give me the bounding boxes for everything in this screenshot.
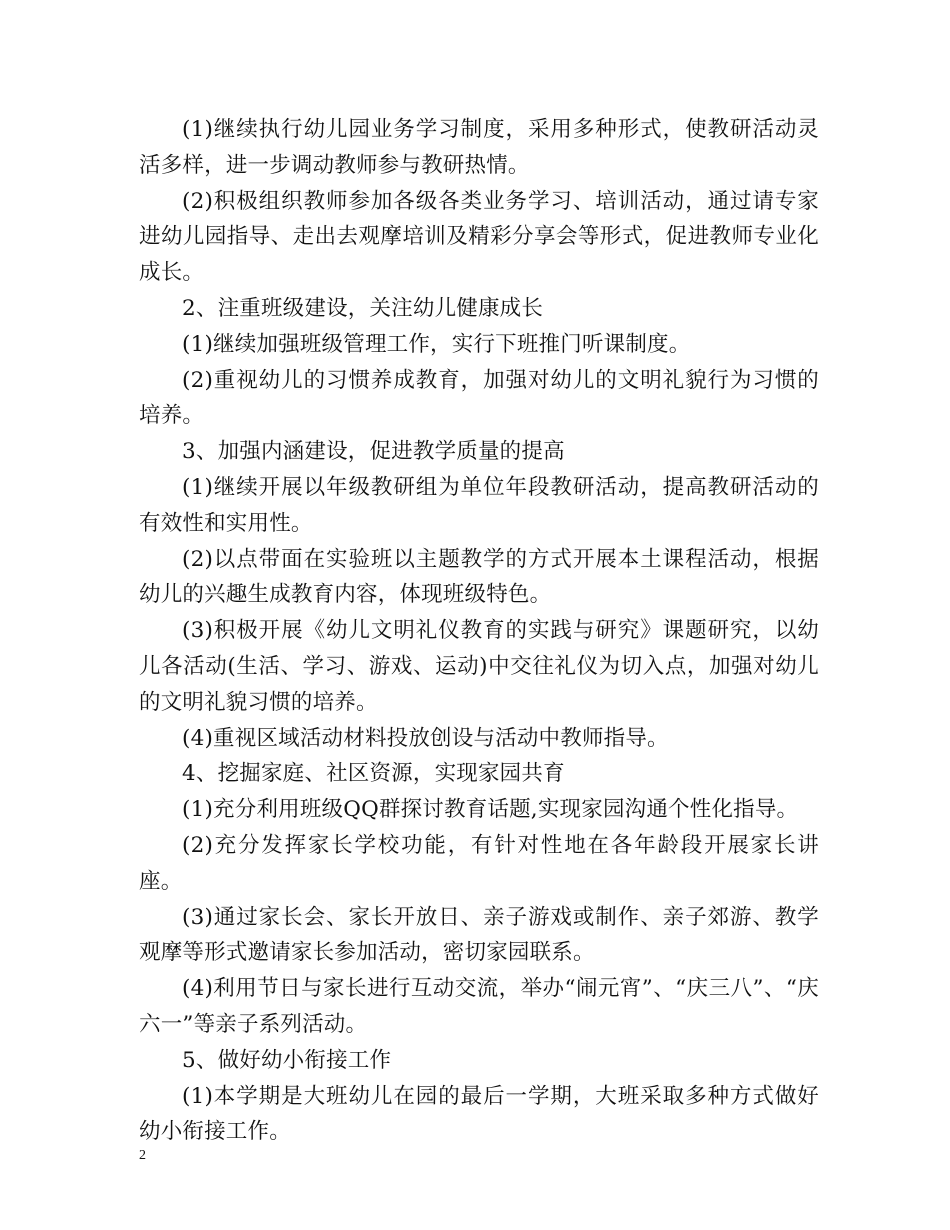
paragraph-1: (1)继续执行幼儿园业务学习制度，采用多种形式，使教研活动灵活多样，进一步调动教师参与教研热情。 xyxy=(139,117,819,178)
section-heading-3: 3、加强内涵建设，促进教学质量的提高 xyxy=(182,439,565,465)
paragraph-13: (2)充分发挥家长学校功能，有针对性地在各年龄段开展家长讲座。 xyxy=(139,832,819,894)
paragraph-14: (3)通过家长会、家长开放日、亲子游戏或制作、亲子郊游、教学观摩等形式邀请家长参加活动，密切家园联系。 xyxy=(139,904,819,966)
paragraph-4: (1)继续加强班级管理工作，实行下班推门听课制度。 xyxy=(182,331,691,357)
paragraph-2: (2)积极组织教师参加各级各类业务学习、培训活动，通过请专家进幼儿园指导、走出去观摩培训及精彩分享会等形式，促进教师专业化成长。 xyxy=(139,188,819,286)
paragraph-5: (2)重视幼儿的习惯养成教育，加强对幼儿的文明礼貌行为习惯的培养。 xyxy=(139,367,819,429)
paragraph-8: (2)以点带面在实验班以主题教学的方式开展本土课程活动，根据幼儿的兴趣生成教育内容，体现班级特色。 xyxy=(139,546,819,608)
paragraph-17: (1)本学期是大班幼儿在园的最后一学期，大班采取多种方式做好幼小衔接工作。 xyxy=(139,1083,819,1145)
page-number: 2 xyxy=(139,1148,146,1163)
section-heading-4: 4、挖掘家庭、社区资源，实现家园共育 xyxy=(182,761,565,787)
paragraph-7: (1)继续开展以年级教研组为单位年段教研活动，提高教研活动的有效性和实用性。 xyxy=(139,474,819,536)
section-heading-5: 5、做好幼小衔接工作 xyxy=(182,1047,392,1073)
section-heading-2: 2、注重班级建设，关注幼儿健康成长 xyxy=(182,295,544,321)
paragraph-9: (3)积极开展《幼儿文明礼仪教育的实践与研究》课题研究，以幼儿各活动(生活、学习、游戏、运动)中交往礼仪为切入点，加强对幼儿的文明礼貌习惯的培养。 xyxy=(139,618,819,715)
paragraph-15: (4)利用节日与家长进行互动交流，举办“闹元宵”、“庆三八”、“庆六一”等亲子系列活动。 xyxy=(139,976,819,1037)
paragraph-10: (4)重视区域活动材料投放创设与活动中教师指导。 xyxy=(182,725,669,751)
paragraph-12: (1)充分利用班级QQ群探讨教育话题,实现家园沟通个性化指导。 xyxy=(182,797,799,823)
document-body xyxy=(139,112,819,1150)
